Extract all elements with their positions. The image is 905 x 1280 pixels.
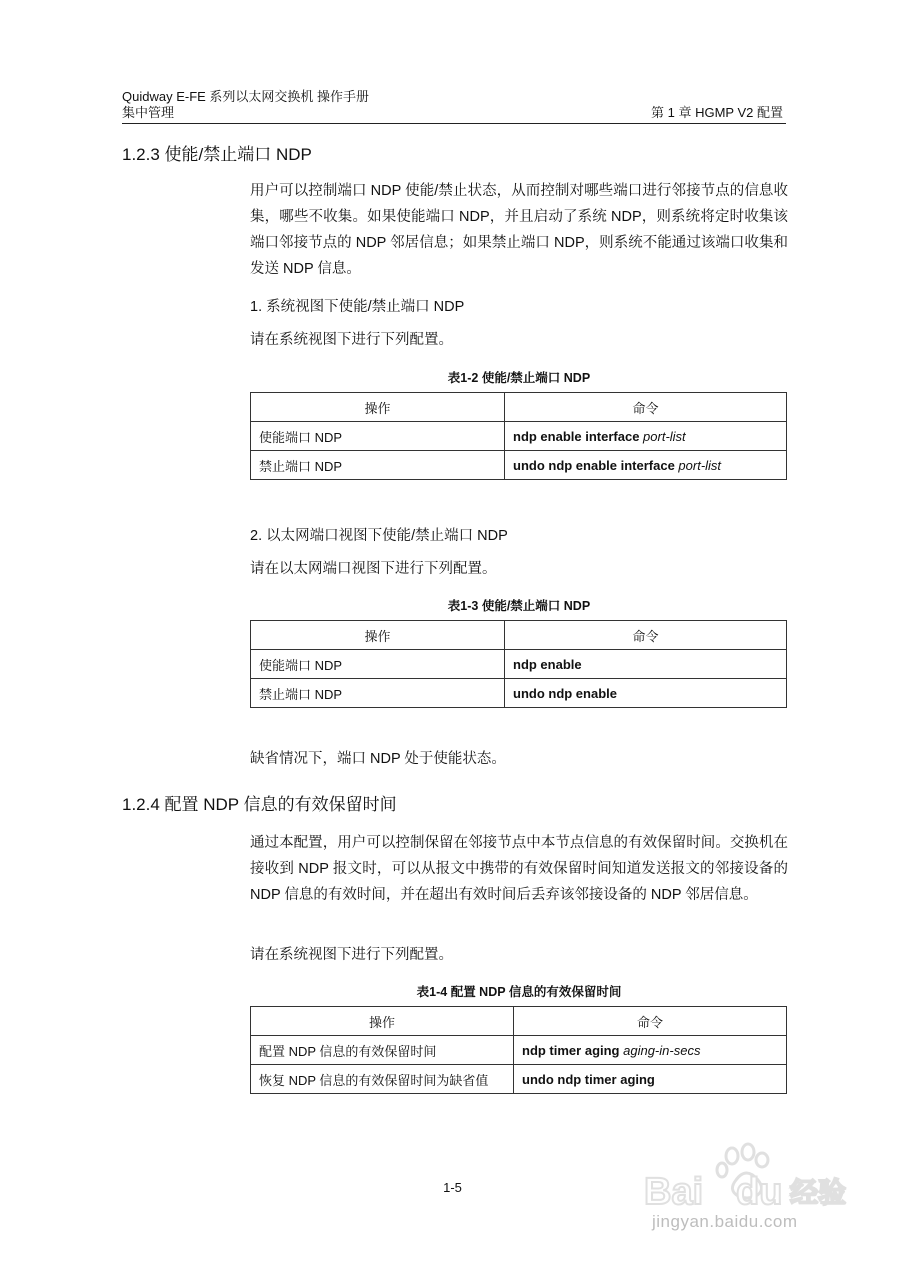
command-text: undo ndp enable interface (513, 457, 675, 473)
page-number: 1-5 (443, 1180, 462, 1195)
table-header-row (251, 393, 787, 422)
table-caption-1-2: 表1-2 使能/禁止端口 NDP (447, 371, 591, 385)
header-rule (122, 123, 786, 124)
command-arg: aging-in-secs (623, 1042, 701, 1058)
col-header-op: 操作 (251, 1007, 514, 1036)
table-row (251, 1065, 787, 1094)
col-header-cmd: 命令 (514, 1007, 787, 1036)
svg-text:Bai: Bai (644, 1171, 704, 1213)
section-intro-1-2-4: 通过本配置，用户可以控制保留在邻接节点中本节点信息的有效保留时间。交换机在接收到 NDP 报文时，可以从报文中携带的有效保留时间知道发送报文的邻接设备的 NDP 信息的有效时间，并在超出有效时间后丢弃该邻接设备的 NDP 邻居信息。 (250, 835, 788, 903)
table-1-3 (250, 620, 787, 708)
op-cell: 使能端口 NDP (251, 422, 505, 451)
cmd-cell (514, 1065, 787, 1094)
section-title-1-2-4: 1.2.4 配置 NDP 信息的有效保留时间 (122, 795, 397, 814)
command-arg: port-list (678, 457, 722, 473)
table-1-4 (250, 1006, 787, 1094)
table-row (251, 1036, 787, 1065)
table-row (251, 422, 787, 451)
subsection-text-2: 请在以太网端口视图下进行下列配置。 (250, 561, 497, 577)
table-header-row (251, 621, 787, 650)
cmd-cell (514, 1036, 787, 1065)
op-cell: 使能端口 NDP (251, 650, 505, 679)
col-header-cmd: 命令 (505, 393, 787, 422)
command-text: undo ndp enable (513, 685, 617, 701)
col-header-op: 操作 (251, 621, 505, 650)
subsection-text-1: 请在系统视图下进行下列配置。 (250, 332, 453, 348)
table-header-row (251, 1007, 787, 1036)
command-text: ndp enable interface (513, 428, 640, 444)
table-row (251, 650, 787, 679)
cmd-cell (505, 422, 787, 451)
doc-title: Quidway E-FE 系列以太网交换机 操作手册 (122, 89, 370, 104)
op-cell: 恢复 NDP 信息的有效保留时间为缺省值 (251, 1065, 514, 1094)
command-text: ndp enable (513, 656, 582, 672)
doc-subtitle: 集中管理 (122, 105, 175, 120)
cmd-cell (505, 451, 787, 480)
cmd-cell (505, 679, 787, 708)
baidu-jingyan-watermark (640, 1140, 860, 1250)
table-caption-1-3: 表1-3 使能/禁止端口 NDP (447, 599, 591, 613)
op-cell: 禁止端口 NDP (251, 679, 505, 708)
op-cell: 禁止端口 NDP (251, 451, 505, 480)
table-1-2 (250, 392, 787, 480)
chapter-title: 第 1 章 HGMP V2 配置 (651, 105, 783, 120)
col-header-op: 操作 (251, 393, 505, 422)
op-cell: 配置 NDP 信息的有效保留时间 (251, 1036, 514, 1065)
watermark-url: jingyan.baidu.com (652, 1212, 798, 1231)
default-note: 缺省情况下，端口 NDP 处于使能状态。 (250, 751, 506, 767)
command-text: undo ndp timer aging (522, 1071, 655, 1087)
subsection-title-2: 2. 以太网端口视图下使能/禁止端口 NDP (250, 528, 508, 544)
svg-text:du: du (736, 1171, 783, 1213)
col-header-cmd: 命令 (505, 621, 787, 650)
table-caption-1-4: 表1-4 配置 NDP 信息的有效保留时间 (416, 985, 622, 999)
subsection-title-1: 1. 系统视图下使能/禁止端口 NDP (250, 299, 465, 315)
command-arg: port-list (643, 428, 686, 444)
section-text-1-2-4: 请在系统视图下进行下列配置。 (250, 947, 453, 963)
command-text: ndp timer aging (522, 1042, 620, 1058)
section-intro-1-2-3: 用户可以控制端口 NDP 使能/禁止状态，从而控制对哪些端口进行邻接节点的信息收集，哪些不收集。如果使能端口 NDP，并且启动了系统 NDP，则系统将定时收集该端口邻接节点的 NDP 邻居信息；如果禁止端口 NDP，则系统不能通过该端口收集和发送 NDP 信息。 (250, 183, 788, 277)
table-row (251, 451, 787, 480)
table-row (251, 679, 787, 708)
section-title-1-2-3: 1.2.3 使能/禁止端口 NDP (122, 145, 312, 164)
cmd-cell (505, 650, 787, 679)
svg-text:经验: 经验 (790, 1177, 847, 1208)
